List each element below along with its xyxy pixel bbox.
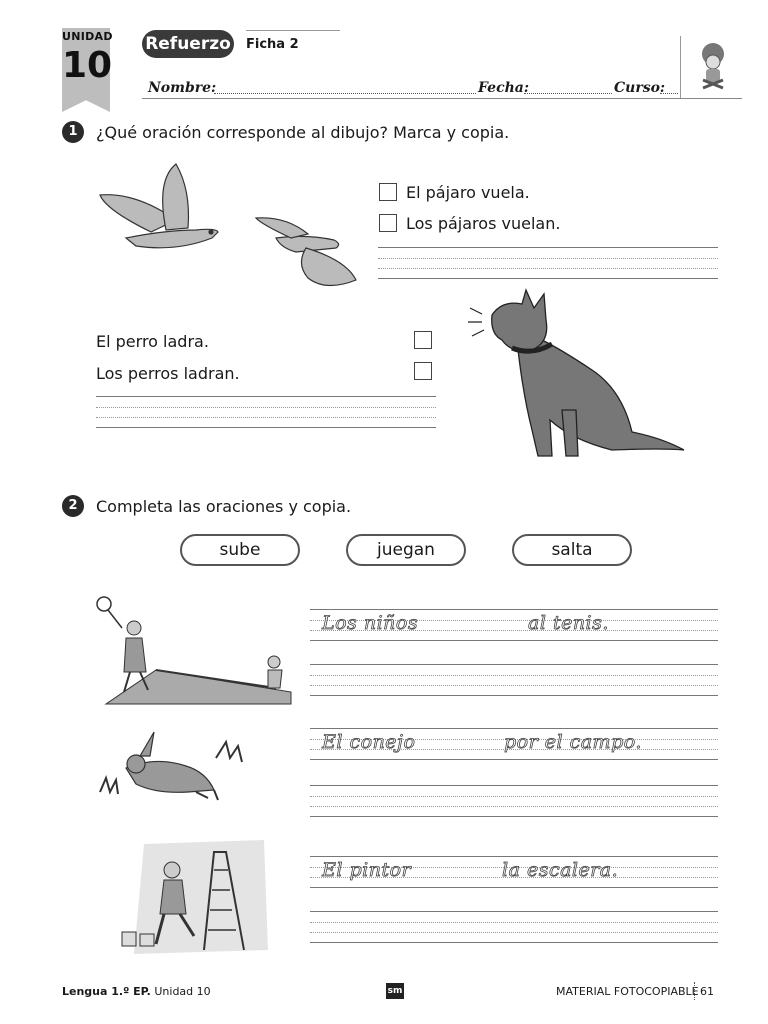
sentence-2-copy-lines[interactable] xyxy=(310,785,718,817)
name-label: Nombre: xyxy=(148,80,217,96)
birds-copy-lines[interactable] xyxy=(378,247,718,279)
word-option-salta[interactable]: salta xyxy=(512,534,632,566)
sentence-2-part1: El conejo xyxy=(322,731,416,753)
dog-copy-lines[interactable] xyxy=(96,396,436,428)
date-label: Fecha: xyxy=(478,80,530,96)
section-badge: Refuerzo xyxy=(142,30,234,58)
sentence-3-copy-lines[interactable] xyxy=(310,911,718,943)
checkbox-bird-singular[interactable] xyxy=(379,183,397,201)
sentence-1-copy-lines[interactable] xyxy=(310,664,718,696)
name-field[interactable] xyxy=(214,93,476,94)
exercise-2-number: 2 xyxy=(62,495,84,517)
option-bird-singular: El pájaro vuela. xyxy=(406,183,530,202)
exercise-1-instruction: ¿Qué oración corresponde al dibujo? Marca y copia. xyxy=(96,123,510,142)
birds-illustration xyxy=(96,160,366,300)
checkbox-dog-singular[interactable] xyxy=(414,331,432,349)
rabbit-illustration xyxy=(96,728,266,806)
painter-illustration xyxy=(114,840,274,958)
word-option-juegan[interactable]: juegan xyxy=(346,534,466,566)
dog-illustration xyxy=(462,290,692,460)
date-field[interactable] xyxy=(524,93,612,94)
header-rule xyxy=(142,98,742,99)
sentence-3-part1: El pintor xyxy=(322,859,412,881)
option-bird-plural: Los pájaros vuelan. xyxy=(406,214,561,233)
sentence-3-part2: la escalera. xyxy=(502,859,619,881)
exercise-1-number: 1 xyxy=(62,121,84,143)
sheet-divider xyxy=(246,30,340,31)
page-number: 61 xyxy=(700,985,714,998)
option-dog-plural: Los perros ladran. xyxy=(96,364,240,383)
option-dog-singular: El perro ladra. xyxy=(96,332,209,351)
unit-number: 10 xyxy=(62,45,113,86)
publisher-logo: sm xyxy=(386,983,404,999)
exercise-2-instruction: Completa las oraciones y copia. xyxy=(96,497,352,516)
course-field[interactable] xyxy=(660,93,678,94)
sentence-2-part2: por el campo. xyxy=(504,731,642,753)
course-label: Curso: xyxy=(614,80,666,96)
footer-unit: Unidad 10 xyxy=(154,985,211,998)
sentence-1-part2: al tenis. xyxy=(528,612,609,634)
footer-subject-title: Lengua 1.º EP. xyxy=(62,985,151,998)
footer-divider xyxy=(694,982,695,1000)
checkbox-bird-plural[interactable] xyxy=(379,214,397,232)
footer-subject xyxy=(62,985,211,998)
tennis-illustration xyxy=(96,592,296,710)
checkbox-dog-plural[interactable] xyxy=(414,362,432,380)
sentence-1-part1: Los niños xyxy=(322,612,419,634)
word-option-sube[interactable]: sube xyxy=(180,534,300,566)
avatar-frame xyxy=(680,36,741,98)
sheet-label: Ficha 2 xyxy=(246,37,299,52)
child-avatar-icon xyxy=(681,36,741,98)
unit-label: UNIDAD xyxy=(62,30,113,43)
footer-material: MATERIAL FOTOCOPIABLE xyxy=(556,985,699,998)
